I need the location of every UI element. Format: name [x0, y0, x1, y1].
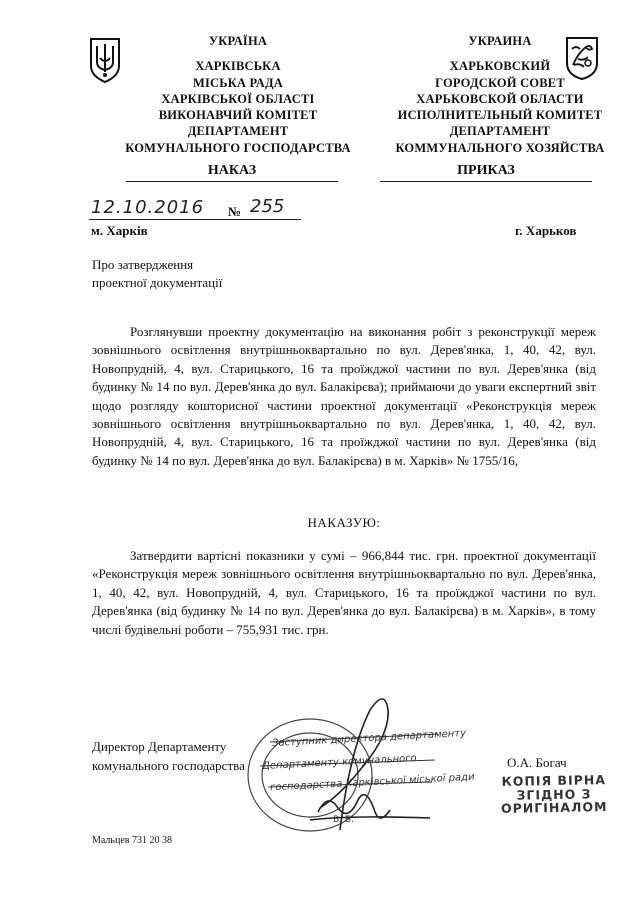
doc-type-ua: НАКАЗ	[126, 163, 338, 182]
signatory-title-line: Директор Департаменту	[92, 739, 227, 754]
footer-contact-note: Мальцев 731 20 38	[92, 835, 172, 846]
city-ua: м. Харків	[91, 223, 148, 238]
header-line: ХАРКІВСЬКОЇ ОБЛАСТІ	[161, 91, 315, 106]
header-line: ГОРОДСКОЙ СОВЕТ	[435, 75, 565, 90]
city-ru: г. Харьков	[515, 223, 577, 238]
number-sign: №	[228, 204, 242, 219]
copy-stamp-line: ОРИГІНАЛОМ	[500, 799, 608, 816]
stamp-line: Департаменту комунального	[261, 752, 417, 773]
header-line: КОМУНАЛЬНОГО ГОСПОДАРСТВА	[125, 140, 351, 155]
body-paragraph-2: Затвердити вартісні показники у сумі – 966,844 тис. грн. проектної документації «Реконструкція мереж зовнішнього освітлення внутрішньоквартально по вул. Дерев'янка, 1, 40, 42, вул. Новопрудній, 4, вул. Старицького, 16 та проїжджої частини по вул. Дерев'янка (від будинку № 14 по вул. Дерев'янка до вул. Балакірєва) в м. Харків», в тому числі будівельні роботи – 755,931 тис. грн.	[92, 548, 596, 637]
header-line: ВИКОНАВЧИЙ КОМІТЕТ	[158, 108, 318, 123]
header-line: ХАРКІВСЬКА	[195, 59, 281, 74]
subject-line: проектної документації	[92, 275, 223, 290]
country-name-ua: УКРАЇНА	[208, 34, 268, 48]
body-paragraph-1: Розглянувши проектну документацію на виконання робіт з реконструкції мереж зовнішнього освітлення внутрішньоквартально по вул. Дерев'янка, 1, 40, 42, вул. Новопрудній, 4, вул. Старицького, 16 та проїжджої частини по вул. Дерев'янка (від будинку № 14 по вул. Дерев'янка до вул. Балакірєва); приймаючи до уваги експертний звіт щодо розгляду кошторисної частини проектної документації «Реконструкція мереж зовнішнього освітлення внутрішньоквартально по вул. Дерев'янка, 1, 40, 42, вул. Новопрудній, 4, вул. Старицького, 16 та проїжджої частини по вул. Дерев'янка (від будинку № 14 по вул. Дерев'янка до вул. Балакірєва) в м. Харків» № 1755/16,	[92, 324, 596, 468]
header-line: ДЕПАРТАМЕНТ	[449, 124, 551, 139]
stamp-line: В. Б.	[333, 815, 354, 825]
doc-type-ru: ПРИКАЗ	[380, 163, 592, 182]
header-ukrainian	[103, 33, 373, 156]
order-number: 255	[250, 196, 285, 217]
stamp-line: Заступник директора департаменту	[271, 727, 467, 750]
signatory-name: О.А. Богач	[507, 755, 567, 770]
subject	[92, 256, 222, 292]
order-word: НАКАЗУЮ:	[307, 515, 381, 530]
header-russian	[356, 33, 643, 156]
signatory-title-line: комунального господарства	[92, 757, 245, 773]
header-line: ХАРЬКОВСКИЙ	[449, 59, 551, 74]
subject-line: Про затвердження	[92, 257, 194, 272]
header-line: ХАРЬКОВСКОЙ ОБЛАСТИ	[416, 91, 584, 106]
copy-stamp-line: ЗГІДНО З	[516, 785, 592, 803]
copy-stamp-line: КОПІЯ ВІРНА	[501, 772, 607, 789]
country-name-ru: УКРАИНА	[468, 34, 532, 48]
header-line: КОММУНАЛЬНОГО ХОЗЯЙСТВА	[395, 140, 605, 155]
header-line: ДЕПАРТАМЕНТ	[187, 124, 289, 139]
header-line: МІСЬКА РАДА	[192, 75, 284, 90]
date-underline	[89, 219, 301, 220]
copy-certified-stamp	[494, 773, 615, 816]
order-date: 12.10.2016	[91, 197, 205, 218]
stamp-line: господарства Харківської міської ради	[269, 771, 475, 794]
header-line: ИСПОЛНИТЕЛЬНЫЙ КОМИТЕТ	[397, 108, 603, 123]
